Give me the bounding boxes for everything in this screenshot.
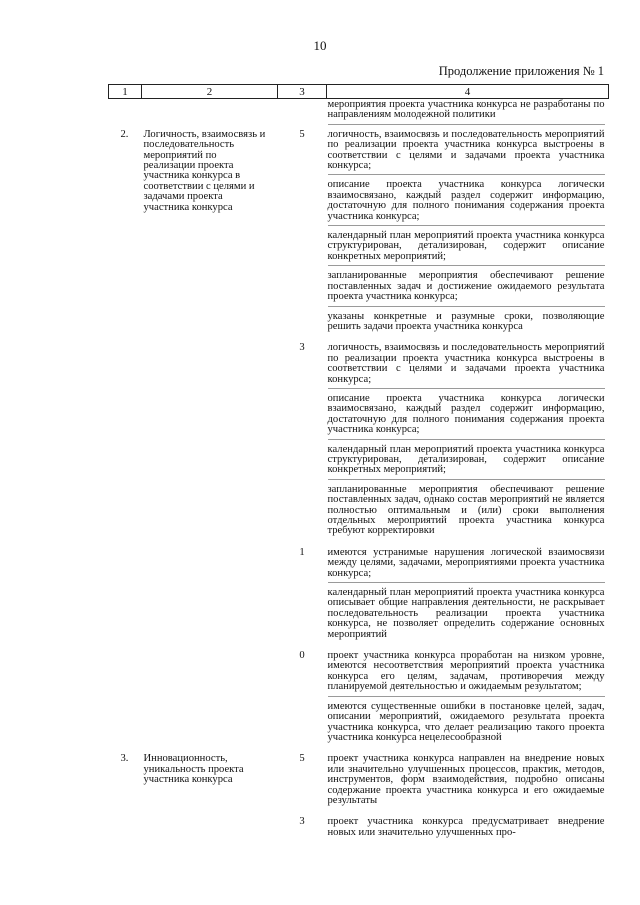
description-item: проект участника конкурса предусматривает внедрение новых или значительно улучшенных про- (327, 816, 605, 838)
description-item: календарный план мероприятий проекта участника конкурса структурирован, детализирован, содержит описание конкретных мероприятий; (328, 445, 605, 480)
description-item: логичность, взаимосвязь и последовательность мероприятий по реализации проекта участника конкурса выстроены в соответствии с целями и задачами проекта участника конкурса; (328, 343, 605, 389)
score-description (327, 754, 609, 811)
score-description (327, 817, 609, 843)
description-item: календарный план мероприятий проекта участника конкурса структурирован, детализирован, содержит описание конкретных мероприятий; (328, 231, 605, 266)
score-value: 5 (299, 753, 305, 765)
table-body (109, 99, 609, 844)
table-row (109, 343, 609, 542)
criterion-name: Логичность, взаимосвязь и последовательность мероприятий по реализации проекта участника конкурса в соответствии с целями и задачами проекта участника конкурса (143, 128, 266, 213)
description-item: логичность, взаимосвязь и последовательность мероприятий по реализации проекта участника конкурса выстроены в соответствии с целями и задачами проекта участника конкурса; (328, 130, 605, 176)
criterion-name (142, 548, 278, 645)
description-item: календарный план мероприятий проекта участника конкурса описывает общие направления деятельности, не раскрывает последовательность реализации проекта участника конкурса, не позволяет определить содержание основных мероприятий (327, 587, 605, 640)
description-item: описание проекта участника конкурса логически взаимосвязано, каждый раздел содержит информацию, достаточную для полного понимания содержания проекта участника конкурса; (328, 180, 605, 226)
column-header: 1 (109, 85, 142, 99)
score-description (327, 343, 609, 542)
description-item: запланированные мероприятия обеспечивают решение поставленных задач, однако состав мероприятий не является полностью оптимальным и (или) сроки выполнения отдельных мероприятий проекта участника конкурса требуют корректировки (327, 483, 605, 537)
description-item: указаны конкретные и разумные сроки, позволяющие решить задачи проекта участника конкурса (327, 310, 605, 332)
criterion-name: Инновационность, уникальность проекта участника конкурса (143, 753, 244, 786)
column-header: 2 (142, 85, 278, 99)
appendix-continuation-label: Продолжение приложения № 1 (438, 64, 604, 78)
table-row (109, 99, 609, 130)
column-header: 4 (327, 85, 609, 99)
table-header-row (109, 85, 609, 99)
table-row (109, 130, 609, 338)
table-row (109, 651, 609, 748)
table-row (109, 817, 609, 843)
score-value: 0 (299, 650, 305, 662)
page-number: 10 (313, 38, 327, 53)
criterion-number (109, 548, 142, 645)
criterion-number (109, 651, 142, 748)
description-item: имеются устранимые нарушения логической взаимосвязи между целями, задачами, мероприятиями проекта участника конкурса; (328, 548, 605, 583)
table-row (109, 548, 609, 645)
criteria-table (108, 84, 609, 843)
criterion-name (142, 651, 278, 748)
description-item: проект участника конкурса проработан на низком уровне, имеются несоответствия мероприятий проекта участника конкурса его целям, задачам, противоречия между планируемой деятельностью и ожидаемым результатом; (328, 651, 605, 697)
score-value: 3 (299, 816, 305, 828)
criterion-number: 2. (120, 128, 129, 140)
table-row (109, 754, 609, 811)
score-value: 3 (299, 342, 305, 354)
criterion-name (142, 817, 278, 843)
description-item: мероприятия проекта участника конкурса не разработаны по направлениям молодежной политики (328, 100, 605, 125)
score-description (327, 651, 609, 748)
criterion-number (109, 343, 142, 542)
score-value: 1 (299, 546, 305, 558)
description-item: имеются существенные ошибки в постановке целей, задач, описании мероприятий, ожидаемого результата проекта участника конкурса, что делает реализацию такого проекта участника конкурса нецелесообразной (327, 700, 605, 743)
score-description (327, 548, 609, 645)
description-item: проект участника конкурса направлен на внедрение новых или значительно улучшенных процессов, практик, методов, инструментов, форм взаимодействия, подробно описаны содержание проекта участника конкурса и его ожидаемые результаты (327, 753, 605, 806)
description-item: описание проекта участника конкурса логически взаимосвязано, каждый раздел содержит информацию, достаточную для полного понимания содержания проекта участника конкурса; (328, 394, 605, 440)
criterion-number (109, 817, 142, 843)
criterion-name (142, 343, 278, 542)
criterion-number: 3. (120, 753, 129, 765)
description-item: запланированные мероприятия обеспечивают решение поставленных задач и достижение ожидаемого результата проекта участника конкурса; (328, 271, 605, 306)
score-description (327, 130, 609, 338)
score-value: 5 (299, 128, 305, 140)
column-header: 3 (278, 85, 327, 99)
